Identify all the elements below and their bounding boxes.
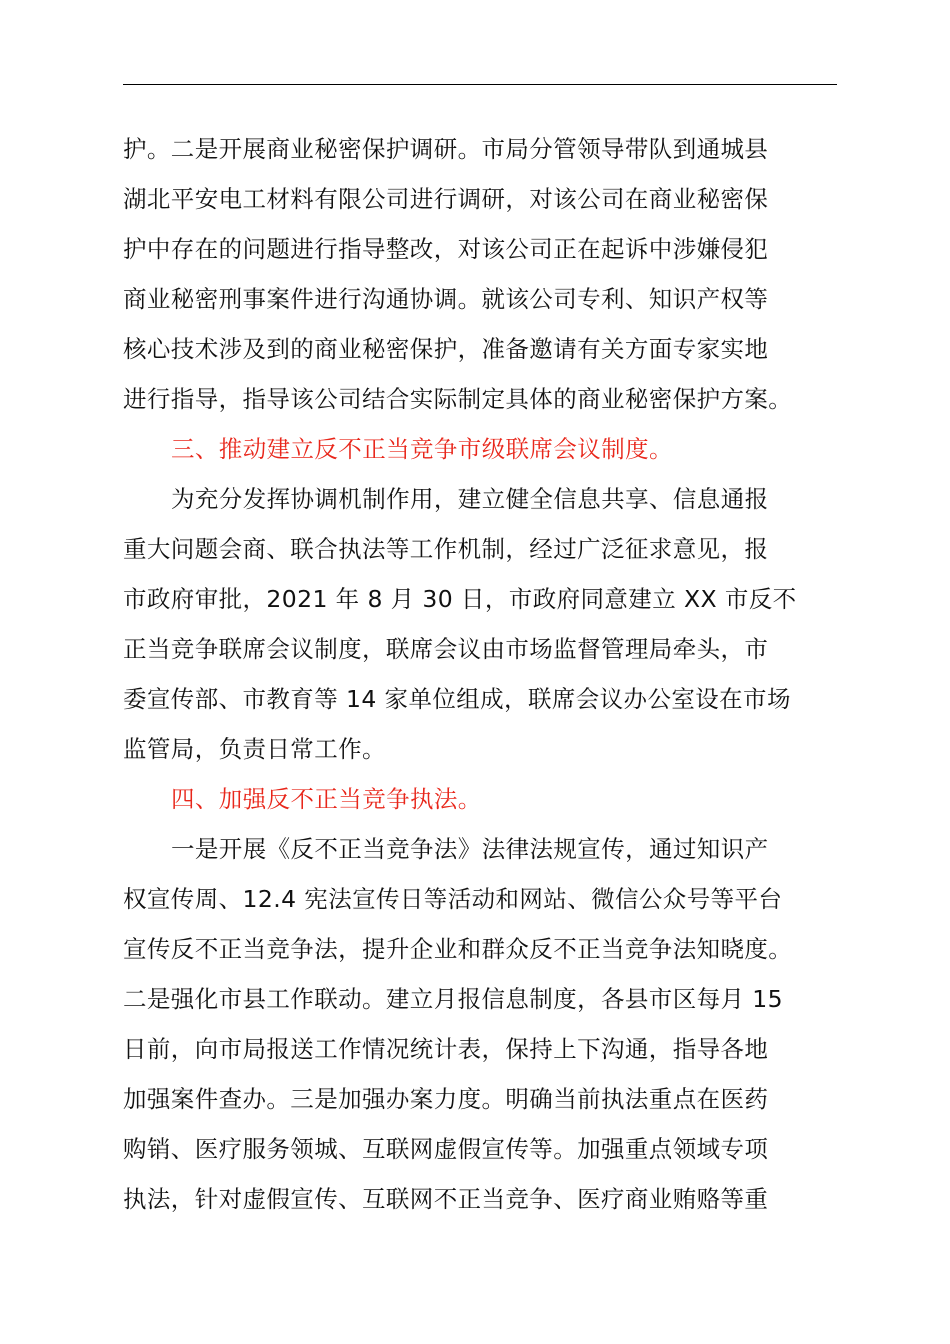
body-line: 日前，向市局报送工作情况统计表，保持上下沟通，指导各地 [123, 1035, 769, 1063]
body-line: 一是开展《反不正当竞争法》法律法规宣传，通过知识产 [171, 835, 769, 863]
body-line: 核心技术涉及到的商业秘密保护，准备邀请有关方面专家实地 [123, 335, 769, 363]
body-line: 商业秘密刑事案件进行沟通协调。就该公司专利、知识产权等 [123, 285, 769, 313]
body-line: 加强案件查办。三是加强办案力度。明确当前执法重点在医药 [123, 1085, 769, 1113]
body-line: 护中存在的问题进行指导整改，对该公司正在起诉中涉嫌侵犯 [123, 235, 769, 263]
header-rule [123, 84, 837, 85]
body-line: 执法，针对虚假宣传、互联网不正当竞争、医疗商业贿赂等重 [123, 1185, 769, 1213]
document-body [123, 124, 839, 1224]
body-line: 市政府审批，2021 年 8 月 30 日，市政府同意建立 XX 市反不 [123, 585, 797, 613]
body-line: 二是强化市县工作联动。建立月报信息制度，各县市区每月 15 [123, 985, 783, 1013]
body-line: 进行指导，指导该公司结合实际制定具体的商业秘密保护方案。 [123, 385, 793, 413]
body-line: 湖北平安电工材料有限公司进行调研，对该公司在商业秘密保 [123, 185, 769, 213]
body-line: 宣传反不正当竞争法，提升企业和群众反不正当竞争法知晓度。 [123, 935, 793, 963]
body-line: 委宣传部、市教育等 14 家单位组成，联席会议办公室设在市场 [123, 685, 791, 713]
body-line: 监管局，负责日常工作。 [123, 735, 386, 763]
body-line: 权宣传周、12.4 宪法宣传日等活动和网站、微信公众号等平台 [123, 885, 783, 913]
section-heading-4: 四、加强反不正当竞争执法。 [171, 785, 482, 813]
body-line: 为充分发挥协调机制作用，建立健全信息共享、信息通报 [171, 485, 769, 513]
body-line: 正当竞争联席会议制度，联席会议由市场监督管理局牵头，市 [123, 635, 769, 663]
body-line: 重大问题会商、联合执法等工作机制，经过广泛征求意见，报 [123, 535, 769, 563]
body-line: 护。二是开展商业秘密保护调研。市局分管领导带队到通城县 [123, 135, 769, 163]
body-line: 购销、医疗服务领城、互联网虚假宣传等。加强重点领域专项 [123, 1135, 769, 1163]
section-heading-3: 三、推动建立反不正当竞争市级联席会议制度。 [171, 435, 673, 463]
